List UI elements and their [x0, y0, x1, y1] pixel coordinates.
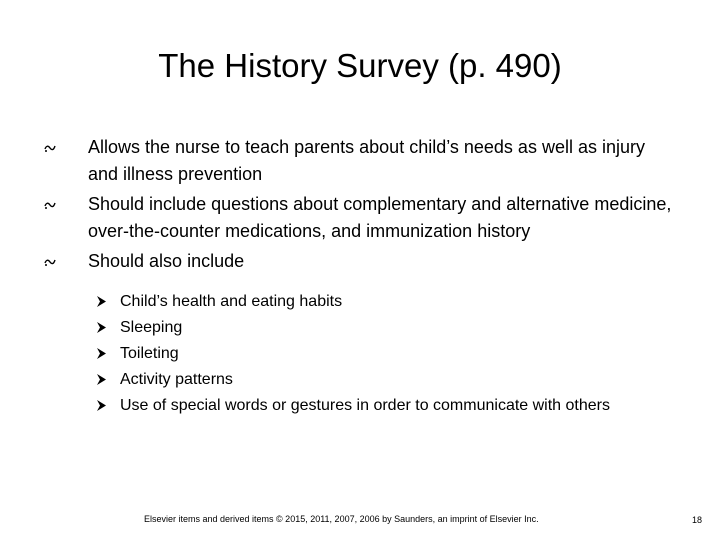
sub-bullet-item	[120, 367, 650, 393]
bullet-text: Should include questions about complementary and alternative medicine, over-the-counter medications, and immunization history	[88, 194, 672, 241]
sub-bullet-item	[120, 341, 650, 367]
bullet-icon	[44, 200, 56, 210]
bullet-text: Should also include	[88, 251, 245, 271]
slide-title: The History Survey (p. 490)	[158, 47, 562, 84]
page-number: 18	[692, 515, 703, 525]
sub-bullet-item	[120, 289, 650, 315]
bullet-text: Allows the nurse to teach parents about child’s needs as well as injury and illness prevention	[88, 137, 645, 184]
sub-bullet-list	[120, 289, 650, 419]
bullet-list	[88, 134, 678, 278]
bullet-item	[88, 248, 678, 275]
arrowhead-bullet-icon	[96, 322, 106, 333]
arrowhead-bullet-icon	[96, 374, 106, 385]
sub-bullet-text: Sleeping	[120, 319, 183, 336]
copyright-footer: Elsevier items and derived items © 2015, 2011, 2007, 2006 by Saunders, an imprint of Elsevier Inc.	[144, 514, 539, 524]
sub-bullet-item	[120, 393, 650, 419]
sub-bullet-text: Child’s health and eating habits	[120, 293, 343, 310]
bullet-item	[88, 191, 678, 245]
sub-bullet-text: Activity patterns	[120, 371, 233, 388]
bullet-icon	[44, 143, 56, 153]
arrowhead-bullet-icon	[96, 348, 106, 359]
bullet-item	[88, 134, 678, 188]
sub-bullet-item	[120, 315, 650, 341]
arrowhead-bullet-icon	[96, 296, 106, 307]
sub-bullet-text: Toileting	[120, 345, 179, 362]
arrowhead-bullet-icon	[96, 400, 106, 411]
bullet-icon	[44, 257, 56, 267]
sub-bullet-text: Use of special words or gestures in order to communicate with others	[120, 397, 610, 414]
